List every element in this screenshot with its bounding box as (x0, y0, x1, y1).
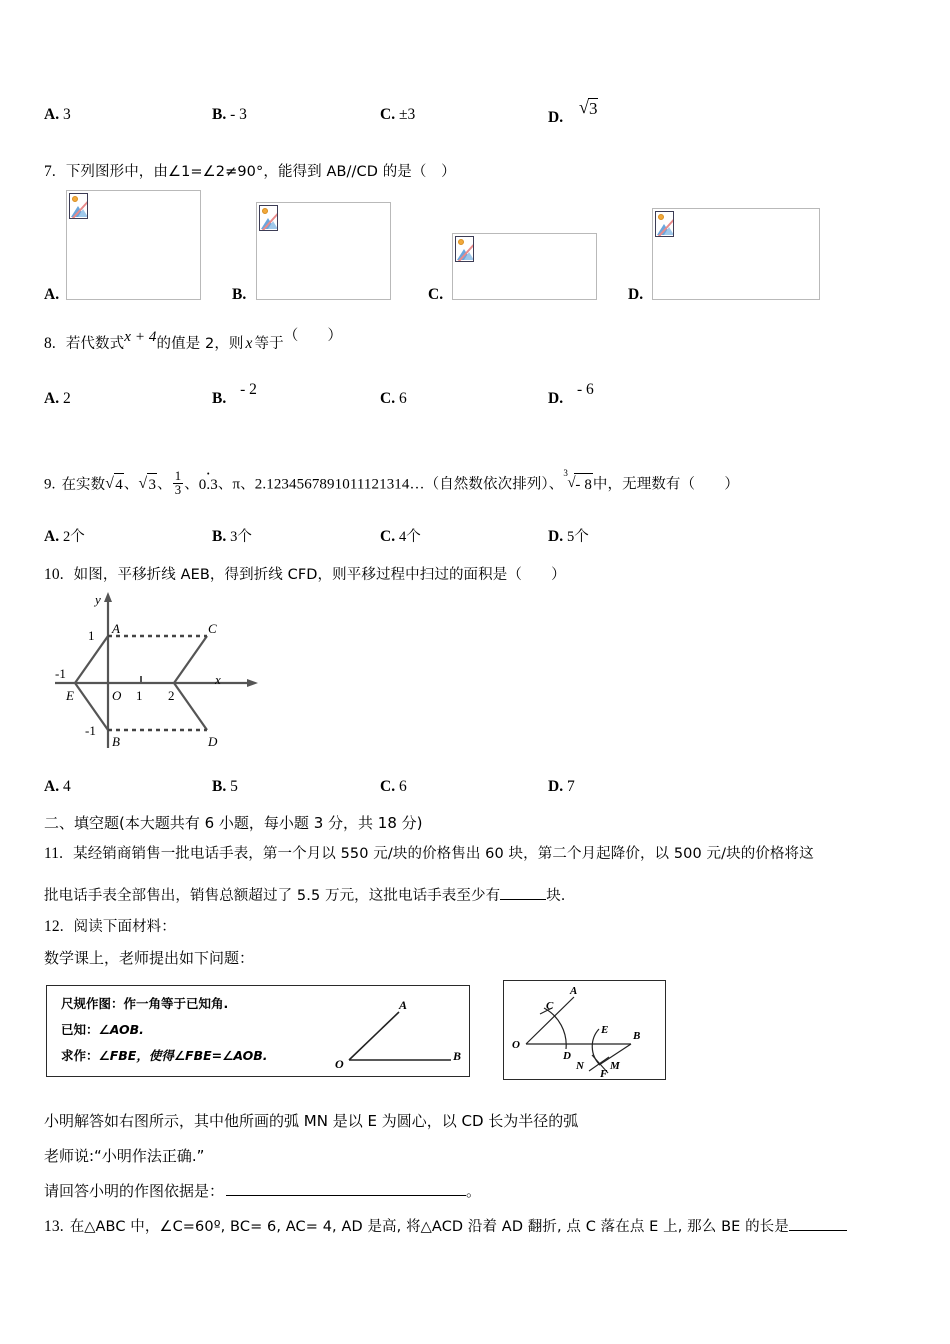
axis-x-label: x (215, 672, 221, 687)
q9-option-d-label: D. (548, 528, 564, 545)
q9-item-pi: π (232, 476, 241, 493)
q8-option-b-label: B. (212, 390, 227, 407)
q12-left-figure-text2-label: 已知： (61, 1022, 99, 1037)
q9-item-cube-root (563, 467, 593, 497)
x-tick-label-2: 2 (168, 688, 175, 703)
broken-image-icon (655, 211, 674, 237)
point-label-D: D (208, 734, 218, 749)
q9-item-sqrt4 (105, 473, 124, 497)
label-C: C (546, 1000, 554, 1012)
q9-number: 9. (44, 476, 56, 493)
q9-option-d-value: 5个 (566, 529, 589, 545)
label-B: B (633, 1030, 641, 1042)
q12-left-figure-text2 (61, 1020, 144, 1038)
q9-option-c-value: 4个 (398, 529, 421, 545)
q8-answer-paren: （ ） (283, 328, 343, 344)
q9-option-a-value: 2个 (62, 529, 85, 545)
ray-OA (349, 1012, 399, 1060)
q6-option-b[interactable] (212, 106, 247, 124)
q9-cube-root-index: √ 3 (563, 467, 568, 478)
label-F: F (600, 1068, 608, 1079)
q9-option-a-label: A. (44, 528, 60, 545)
q12-answer-blank[interactable] (226, 1182, 466, 1196)
q9-item-fraction (173, 470, 183, 498)
q11-line1-text: 某经销商销售一批电话手表，第一个月以 550 元/块的价格售出 60 块，第二个月起降价，以 500 元/块的价格将这 (73, 846, 814, 862)
label-A: A (570, 985, 578, 997)
q7-stem (44, 160, 456, 184)
q9-item-sqrt4-radicand: 4 (114, 473, 124, 497)
q9-stem-end: 中，无理数有（ ） (592, 476, 739, 493)
axis-y-label: y (95, 592, 101, 607)
q7-choice-b-image[interactable] (256, 202, 391, 300)
q9-cube-root-radicand: - 8 (574, 473, 593, 497)
q6-option-c[interactable] (380, 106, 415, 124)
point-label-A: A (112, 621, 120, 636)
segment-FD (174, 683, 207, 730)
q13-line (44, 1215, 847, 1239)
q7-choice-c-tag: C. (428, 286, 444, 303)
q9-stem: 9. 在实数 √ 4、 √ 3、 $\frac{1}{3}$ 、0.3 ·、π、2.1234567891011121314…（自然数依次排列）、 √ 3 - 8中，无理数有（ ） (44, 470, 739, 498)
q11-number: 11. (44, 845, 64, 862)
q9-option-d[interactable] (548, 525, 589, 546)
q13-answer-blank[interactable] (789, 1217, 847, 1231)
q9-option-b-label: B. (212, 528, 227, 545)
construction-figure-svg (504, 981, 665, 1079)
q10-options-row (44, 778, 944, 808)
q11-answer-blank[interactable] (500, 886, 546, 900)
broken-image-icon (455, 236, 474, 262)
label-M: M (610, 1060, 620, 1072)
q10-option-a-value: 4 (62, 778, 71, 795)
broken-image-icon (69, 193, 88, 219)
origin-label: O (112, 688, 122, 703)
q8-option-c-value: 6 (398, 390, 407, 407)
q9-fraction-numerator: 1 (174, 469, 182, 483)
q8-option-b[interactable] (212, 381, 257, 408)
q10-stem (44, 563, 566, 587)
q8-option-a[interactable] (44, 390, 71, 408)
q12-line1 (44, 915, 176, 939)
segment-FC (174, 636, 207, 683)
q7-choice-b-tag: B. (232, 286, 247, 303)
q12-line5 (44, 1180, 481, 1201)
point-label-C: C (208, 621, 217, 636)
q9-item-repeating-decimal: 0.3 · (199, 474, 218, 497)
q8-option-c-label: C. (380, 390, 396, 407)
q12-left-figure-text3 (61, 1046, 268, 1064)
q12-line3: 小明解答如右图所示，其中他所画的弧 MN 是以 E 为圆心，以 CD 长为半径的弧 (44, 1112, 579, 1130)
x-tick-label-1: 1 (136, 688, 143, 703)
sun-glyph (658, 214, 664, 220)
point-label-B: B (112, 734, 120, 749)
q6-option-d-label: D. (548, 109, 564, 126)
q10-option-d-label: D. (548, 778, 564, 795)
q12-line5-text-b: 。 (466, 1182, 482, 1200)
angle-label-O: O (335, 1057, 344, 1071)
q8-option-a-value: 2 (62, 390, 71, 407)
label-N: N (576, 1060, 584, 1072)
q7-choice-c-image[interactable] (452, 233, 597, 300)
q8-expression: x + 4 (124, 329, 157, 345)
q12-left-figure (46, 985, 470, 1077)
q6-options-row (44, 99, 944, 136)
q10-option-b[interactable] (212, 778, 238, 796)
q8-option-d[interactable] (548, 381, 594, 408)
q12-left-figure-text3-label: 求作： (61, 1048, 99, 1063)
q13-text: 在△ABC 中，∠C=60º, BC= 6, AC= 4, AD 是高, 将△ACD 沿着 AD 翻折, 点 C 落在点 E 上, 那么 BE 的长是 (69, 1219, 789, 1235)
q6-option-d-sqrt (579, 98, 599, 119)
q9-option-b-value: 3个 (230, 529, 252, 545)
x-tick-label-neg1: -1 (55, 666, 66, 681)
q7-choice-d-tag: D. (628, 286, 644, 303)
broken-image-icon (259, 205, 278, 231)
q6-option-d[interactable] (548, 99, 598, 127)
angle-aob-svg (329, 994, 465, 1074)
q11-line1 (44, 842, 814, 866)
q12-line1-text: 阅读下面材料： (73, 919, 176, 935)
label-O: O (512, 1039, 520, 1051)
q6-option-a-value: 3 (62, 106, 71, 123)
y-tick-label-1: 1 (88, 628, 95, 643)
q10-number: 10. (44, 566, 64, 583)
q10-option-d[interactable] (548, 778, 575, 796)
q12-right-figure (503, 980, 666, 1080)
q6-option-a-label: A. (44, 106, 60, 123)
q6-option-c-value: ±3 (398, 106, 416, 123)
q9-fraction-denominator: 3 (174, 483, 182, 498)
q7-stem-text: 下列图形中，由∠1=∠2≠90°，能得到 AB∕∕CD 的是（ ） (65, 164, 456, 180)
angle-label-A: A (399, 998, 408, 1012)
q9-stem-start: 在实数 (61, 476, 106, 493)
q12-left-figure-text3-value: ∠FBE，使得∠FBE=∠AOB. (98, 1048, 268, 1063)
label-D: D (563, 1050, 571, 1062)
q7-choice-d-image[interactable] (652, 208, 820, 300)
point-label-E: E (66, 688, 74, 703)
coordinate-plane-svg (55, 588, 270, 758)
q8-option-b-value: - 2 (240, 381, 257, 398)
q6-option-a[interactable] (44, 106, 71, 124)
segment-EA (75, 636, 108, 683)
q9-item-long-decimal-note: （自然数依次排列） (424, 476, 549, 493)
section-2-heading: 二、填空题(本大题共有 6 小题，每小题 3 分，共 18 分) (44, 814, 423, 832)
q8-stem-part2: 的值是 2，则 (156, 336, 244, 352)
q7-choice-a-image[interactable] (66, 190, 201, 300)
q8-stem (44, 328, 343, 356)
q8-options-row (44, 381, 944, 420)
q12-line5-text-a: 请回答小明的作图依据是： (44, 1182, 225, 1200)
y-tick-label-neg1: -1 (85, 723, 96, 738)
q8-stem-part1: 若代数式 (65, 336, 125, 352)
angle-label-B: B (453, 1049, 462, 1063)
sun-glyph (72, 196, 78, 202)
q8-variable: x (245, 335, 253, 352)
q10-option-a[interactable] (44, 778, 71, 796)
q12-line2: 数学课上，老师提出如下问题： (44, 949, 255, 967)
q7-number: 7. (44, 163, 56, 180)
q9-item-sqrt3-radicand: 3 (147, 473, 157, 497)
y-axis-arrow (104, 592, 112, 602)
q9-option-c-label: C. (380, 528, 396, 545)
q12-left-figure-text2-value: ∠AOB. (98, 1022, 144, 1037)
q11-line2 (44, 884, 566, 908)
q9-option-b[interactable] (212, 525, 252, 546)
arc-CD (544, 1008, 566, 1049)
q10-option-b-label: B. (212, 778, 227, 795)
q6-option-c-label: C. (380, 106, 396, 123)
q8-stem-part3: 等于 (254, 336, 284, 352)
q11-line2-text-b: 块. (546, 888, 566, 904)
q10-option-b-value: 5 (230, 778, 238, 795)
q10-option-a-label: A. (44, 778, 60, 795)
q6-option-b-value: - 3 (230, 106, 247, 123)
label-E: E (601, 1024, 609, 1036)
q9-options-row (44, 525, 944, 555)
q6-option-d-radicand: 3 (588, 99, 598, 118)
q8-number: 8. (44, 335, 56, 352)
q10-stem-text: 如图，平移折线 AEB，得到折线 CFD，则平移过程中扫过的面积是（ ） (73, 567, 566, 583)
q9-option-a[interactable] (44, 525, 85, 546)
q10-option-c-value: 6 (398, 778, 407, 795)
q12-number: 12. (44, 918, 64, 935)
q8-option-d-value: - 6 (576, 381, 594, 398)
q10-option-d-value: 7 (566, 778, 575, 795)
q6-option-b-label: B. (212, 106, 227, 123)
q8-option-d-label: D. (548, 390, 564, 407)
q8-option-c[interactable] (380, 390, 407, 408)
q9-item-sqrt3 (138, 473, 157, 497)
sun-glyph (458, 239, 464, 245)
q10-coordinate-figure (55, 588, 270, 758)
q9-item-long-decimal: 2.1234567891011121314… (254, 476, 425, 493)
q10-option-c[interactable] (380, 778, 407, 796)
q7-choice-a-tag: A. (44, 286, 60, 303)
q8-option-a-label: A. (44, 390, 60, 407)
q12-line4: 老师说:“小明作法正确.” (44, 1147, 205, 1165)
sun-glyph (262, 208, 268, 214)
q12-left-figure-text1: 尺规作图：作一角等于已知角. (61, 996, 229, 1011)
q9-option-c[interactable] (380, 525, 421, 546)
x-axis-arrow (247, 679, 258, 687)
q10-option-c-label: C. (380, 778, 396, 795)
q13-number: 13. (44, 1218, 64, 1235)
q11-line2-text-a: 批电话手表全部售出，销售总额超过了 5.5 万元，这批电话手表至少有 (44, 888, 501, 904)
